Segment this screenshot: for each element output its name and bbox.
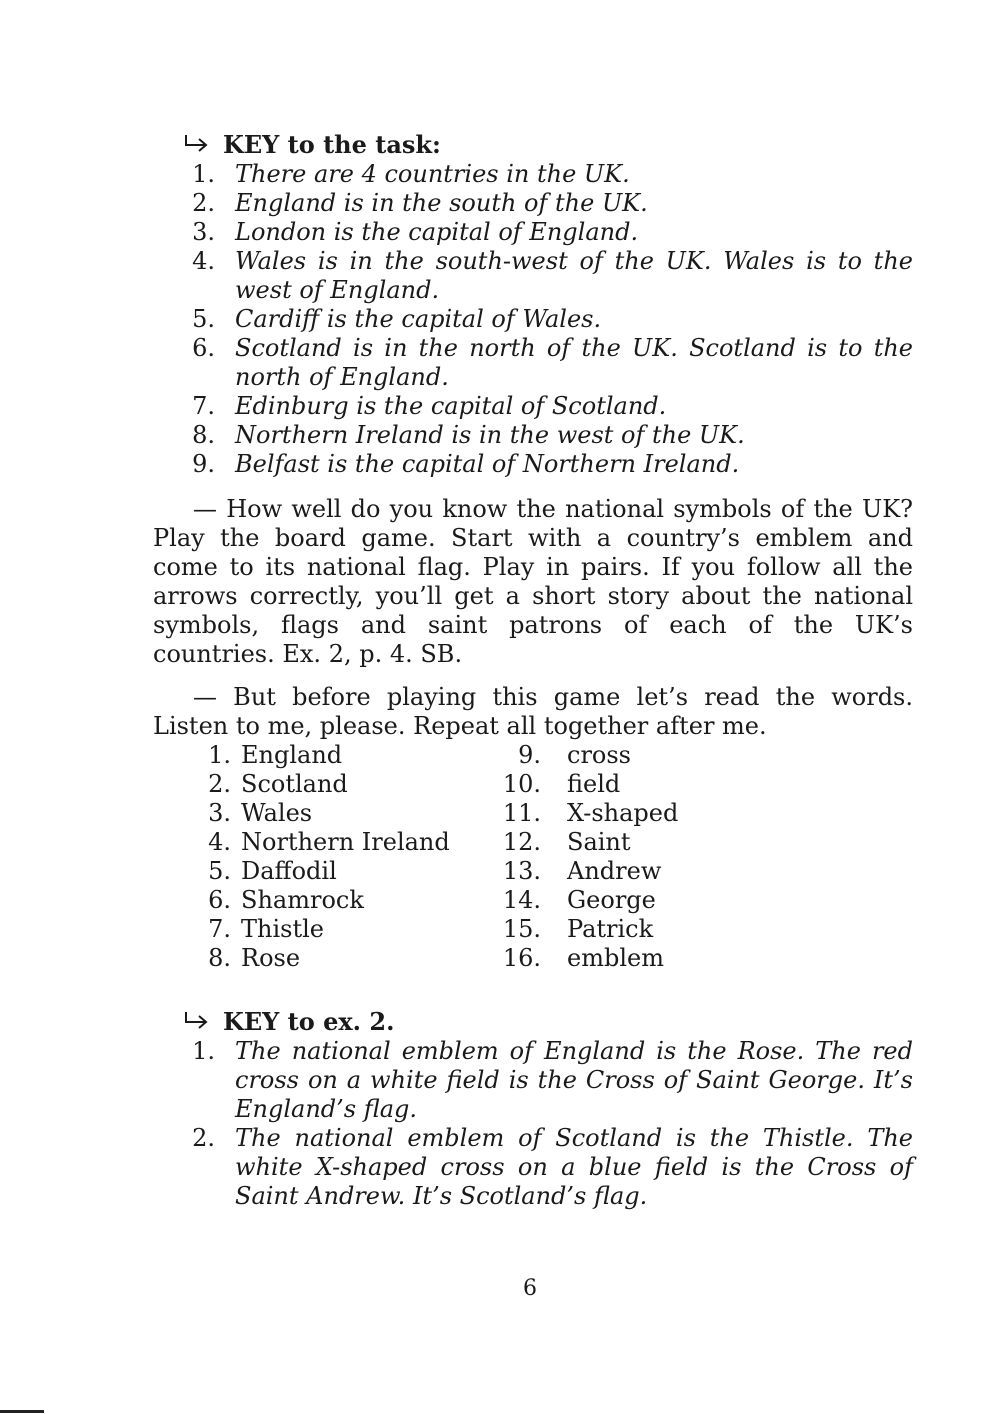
list-item <box>153 247 913 305</box>
word-text: field <box>567 770 621 798</box>
word-item <box>153 944 493 973</box>
word-text: X-shaped <box>567 799 679 827</box>
item-text: Cardiff is the capital of Wales. <box>235 305 602 333</box>
word-item <box>153 741 493 770</box>
word-text: Scotland <box>241 770 348 798</box>
word-number: 7. <box>208 915 231 943</box>
list-item <box>153 218 913 247</box>
word-item <box>153 886 493 915</box>
list-item <box>153 450 913 479</box>
page-content <box>153 128 913 1211</box>
word-item <box>493 857 813 886</box>
word-number: 8. <box>208 944 231 972</box>
item-number: 1. <box>192 160 215 188</box>
instruction-paragraph-2: — But before playing this game let’s read the words. Listen to me, please. Repeat all together after me. <box>153 683 913 740</box>
key-task-list <box>153 160 913 479</box>
word-text: Saint <box>567 828 631 856</box>
word-text: England <box>241 741 343 769</box>
word-number: 4. <box>208 828 231 856</box>
word-text: emblem <box>567 944 664 972</box>
instruction-paragraph: — How well do you know the national symbols of the UK? Play the board game. Start with a country’s emblem and come to its national flag. Play in pairs. If you follow all the arrows correctly, you’ll get a short story about the national symbols, flags and saint patrons of each of the UK’s countries. Ex. 2, p. 4. SB. <box>153 495 913 668</box>
corner-rule <box>0 1410 44 1413</box>
item-text: There are 4 countries in the UK. <box>235 160 630 188</box>
item-text: The national emblem of Scotland is the Thistle. The white X-shaped cross on a blue field is the Cross of Saint Andrew. It’s Scotland’s flag. <box>235 1124 913 1210</box>
hooked-arrow-icon <box>183 1010 211 1032</box>
item-text: London is the capital of England. <box>235 218 639 246</box>
word-item <box>153 799 493 828</box>
word-item <box>493 799 813 828</box>
word-number: 2. <box>208 770 231 798</box>
word-text: Wales <box>241 799 313 827</box>
list-item <box>153 305 913 334</box>
key-ex2-list <box>153 1037 913 1211</box>
item-number: 1. <box>192 1037 215 1065</box>
word-number: 9. <box>518 741 541 769</box>
item-number: 2. <box>192 1124 215 1152</box>
word-text: Daffodil <box>241 857 337 885</box>
list-item <box>153 1124 913 1211</box>
item-text: England is in the south of the UK. <box>235 189 648 217</box>
word-item <box>153 828 493 857</box>
list-item <box>153 189 913 218</box>
key-ex2-heading-text: KEY to ex. 2. <box>223 1006 395 1036</box>
key-task-heading-text: KEY to the task: <box>223 129 441 159</box>
item-number: 2. <box>192 189 215 217</box>
item-number: 7. <box>192 392 215 420</box>
list-item <box>153 392 913 421</box>
word-number: 13. <box>502 857 541 885</box>
item-text: Northern Ireland is in the west of the UK. <box>235 421 745 449</box>
list-item <box>153 1037 913 1124</box>
word-number: 11. <box>502 799 541 827</box>
word-item <box>153 857 493 886</box>
word-text: cross <box>567 741 631 769</box>
word-item <box>493 886 813 915</box>
item-text: Belfast is the capital of Northern Ireland. <box>235 450 740 478</box>
word-item <box>493 770 813 799</box>
item-text: Scotland is in the north of the UK. Scotland is to the north of England. <box>235 334 913 391</box>
word-list <box>153 741 913 973</box>
page-number: 6 <box>523 1276 537 1301</box>
word-item <box>493 828 813 857</box>
item-number: 6. <box>192 334 215 362</box>
key-task-heading <box>183 128 913 160</box>
item-number: 5. <box>192 305 215 333</box>
word-text: Rose <box>241 944 301 972</box>
word-text: George <box>567 886 656 914</box>
word-text: Northern Ireland <box>241 828 450 856</box>
list-item <box>153 421 913 450</box>
word-item <box>493 915 813 944</box>
word-number: 14. <box>502 886 541 914</box>
word-number: 6. <box>208 886 231 914</box>
hooked-arrow-icon <box>183 133 211 155</box>
item-text: Wales is in the south-west of the UK. Wales is to the west of England. <box>235 247 913 304</box>
word-text: Thistle <box>241 915 324 943</box>
word-text: Patrick <box>567 915 654 943</box>
word-item <box>153 770 493 799</box>
word-list-column-2 <box>493 741 813 973</box>
word-text: Andrew <box>567 857 662 885</box>
word-number: 16. <box>502 944 541 972</box>
word-text: Shamrock <box>241 886 364 914</box>
word-number: 10. <box>502 770 541 798</box>
item-number: 9. <box>192 450 215 478</box>
word-item <box>493 741 813 770</box>
word-list-column-1 <box>153 741 493 973</box>
item-text: The national emblem of England is the Rose. The red cross on a white field is the Cross of Saint George. It’s England’s flag. <box>235 1037 913 1123</box>
item-number: 4. <box>192 247 215 275</box>
word-number: 12. <box>502 828 541 856</box>
word-number: 3. <box>208 799 231 827</box>
word-number: 15. <box>502 915 541 943</box>
word-item <box>153 915 493 944</box>
item-number: 8. <box>192 421 215 449</box>
word-number: 5. <box>208 857 231 885</box>
list-item <box>153 160 913 189</box>
item-text: Edinburg is the capital of Scotland. <box>235 392 667 420</box>
list-item <box>153 334 913 392</box>
word-number: 1. <box>208 741 231 769</box>
key-ex2-heading <box>183 1005 913 1037</box>
word-item <box>493 944 813 973</box>
item-number: 3. <box>192 218 215 246</box>
